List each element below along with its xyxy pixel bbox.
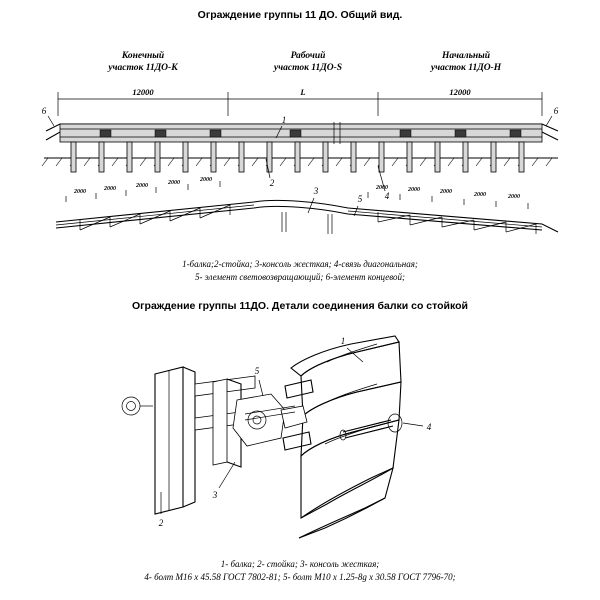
spacing-left-3: 2000 — [168, 180, 180, 186]
dimension-right: 12000 — [449, 87, 471, 97]
callout-3: 3 — [313, 186, 319, 196]
detail-callout-3: 3 — [212, 490, 218, 500]
callout-1: 1 — [281, 115, 287, 125]
spacing-right-2: 2000 — [440, 189, 452, 195]
spacing-left-4: 2000 — [200, 177, 212, 183]
caption-bottom-line2: 4- болт М16 х 45.58 ГОСТ 7802-81; 5- болт М10 х 1.25-8g х 30.58 ГОСТ 7796-70; — [144, 572, 456, 582]
spacing-right-0: 2000 — [376, 185, 388, 191]
section-0-line1: Конечный — [121, 51, 165, 61]
dimension-center: L — [300, 87, 306, 97]
spacing-right-4: 2000 — [508, 194, 520, 200]
plan-view — [56, 177, 558, 234]
console-bracket — [195, 376, 285, 467]
section-0-line2: участок 11ДО-К — [108, 63, 178, 73]
spacing-left-0: 2000 — [74, 189, 86, 195]
section-1-line1: Рабочий — [290, 51, 326, 61]
spacing-left-2: 2000 — [136, 183, 148, 189]
detail-callout-2: 2 — [158, 518, 164, 528]
dimension-line — [58, 87, 542, 116]
dimension-left: 12000 — [132, 87, 154, 97]
detail-callout-1: 1 — [340, 336, 346, 346]
overview-svg — [18, 26, 582, 254]
section-2-line1: Начальный — [441, 51, 491, 61]
beam-detail — [281, 336, 401, 538]
page-title-middle: Ограждение группы 11ДО. Детали соединения балки со стойкой — [132, 300, 468, 312]
spacing-right-3: 2000 — [474, 192, 486, 198]
elevation-view — [42, 122, 558, 172]
callout-4: 4 — [384, 191, 390, 201]
caption-top — [0, 258, 600, 284]
callout-6-left: 6 — [41, 106, 47, 116]
spacings-right — [375, 185, 520, 200]
page-title-top: Ограждение группы 11 ДО. Общий вид. — [197, 9, 403, 21]
caption-bottom — [0, 558, 600, 584]
caption-bottom-line1: 1- балка; 2- стойка; 3- консоль жесткая; — [220, 559, 380, 569]
bolt-left — [122, 397, 153, 415]
detail-callout-5: 5 — [254, 366, 260, 376]
detail-drawing — [95, 322, 515, 552]
detail-callout-4: 4 — [426, 422, 432, 432]
section-2-line2: участок 11ДО-Н — [430, 63, 502, 73]
posts-elevation — [71, 142, 524, 172]
section-headers — [107, 50, 501, 73]
caption-top-line2: 5- элемент световозвращающий; 6-элемент концевой; — [194, 272, 406, 282]
callout-2: 2 — [269, 178, 275, 188]
overview-drawing — [18, 26, 582, 254]
spacing-right-1: 2000 — [408, 187, 420, 193]
callout-6-right: 6 — [553, 106, 559, 116]
section-1-line2: участок 11ДО-S — [273, 63, 343, 73]
post-detail — [155, 367, 195, 514]
spacings-left — [73, 177, 212, 195]
detail-svg — [95, 322, 515, 552]
callout-5: 5 — [357, 194, 363, 204]
caption-top-line1: 1-балка;2-стойка; 3-консоль жесткая; 4-связь диагональная; — [182, 259, 418, 269]
spacing-left-1: 2000 — [104, 186, 116, 192]
